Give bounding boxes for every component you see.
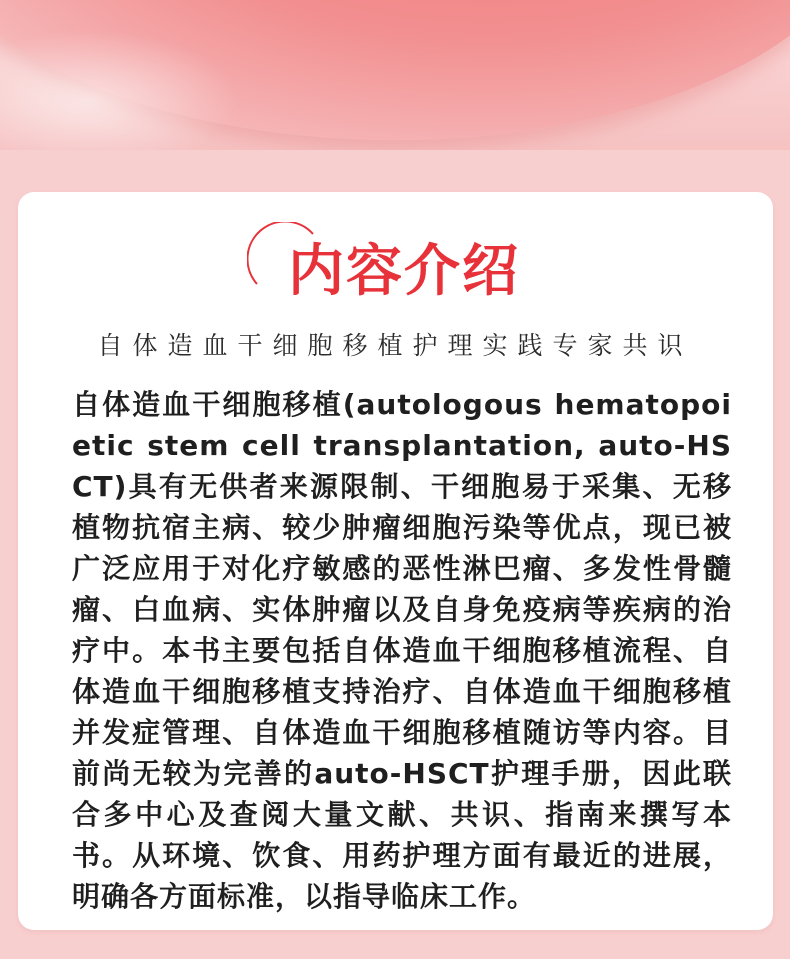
top-banner (0, 0, 790, 150)
intro-paragraph: 自体造血干细胞移植(autologous hematopoietic stem cell transplantation, auto-HSCT)具有无供者来源限制、干细胞易于采集、无移植物抗宿主病、较少肿瘤细胞污染等优点，现已被广泛应用于对化疗敏感的恶性淋巴瘤、多发性骨髓瘤、白血病、实体肿瘤以及自身免疫病等疾病的治疗中。本书主要包括自体造血干细胞移植流程、自体造血干细胞移植支持治疗、自体造血干细胞移植并发症管理、自体造血干细胞移植随访等内容。目前尚无较为完善的auto-HSCT护理手册，因此联合多中心及查阅大量文献、共识、指南来撰写本书。从环境、饮食、用药护理方面有最近的进展，明确各方面标准，以指导临床工作。 (72, 388, 732, 913)
section-subtitle: 自体造血干细胞移植护理实践专家共识 (97, 331, 693, 360)
section-title: 内容介绍 (288, 239, 520, 304)
